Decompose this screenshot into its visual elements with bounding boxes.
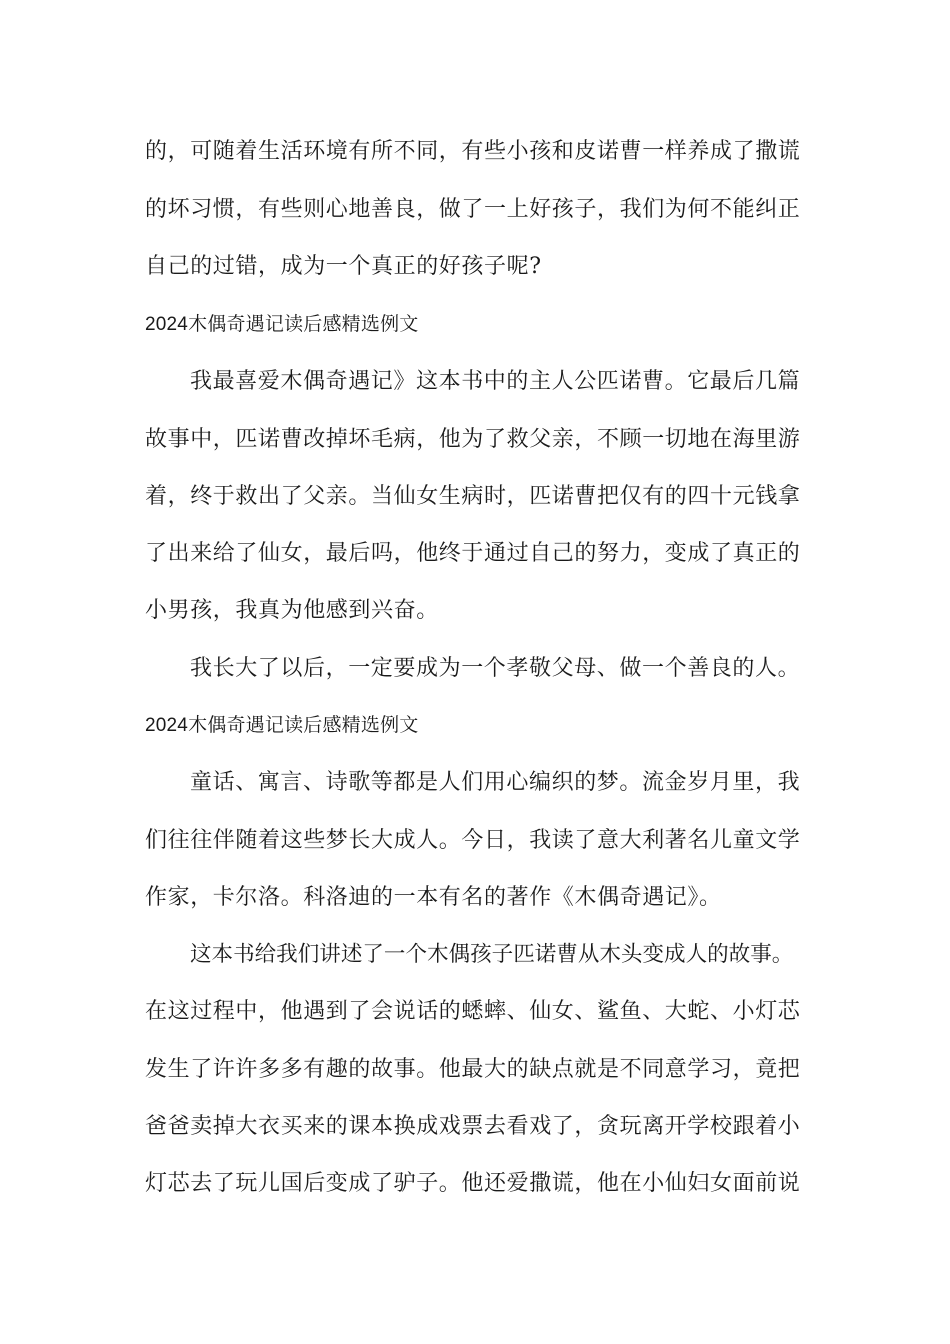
paragraph-line: 我最喜爱木偶奇遇记》这本书中的主人公匹诺曹。它最后几篇 (190, 369, 801, 394)
paragraph-line: 的，可随着生活环境有所不同，有些小孩和皮诺曹一样养成了撒谎 (145, 139, 801, 164)
paragraph-line: 爸爸卖掉大衣买来的课本换成戏票去看戏了，贪玩离开学校跟着小 (145, 1114, 801, 1139)
section-heading: 2024木偶奇遇记读后感精选例文 (145, 314, 419, 335)
paragraph-line: 这本书给我们讲述了一个木偶孩子匹诺曹从木头变成人的故事。 (190, 942, 794, 967)
paragraph-line: 灯芯去了玩儿国后变成了驴子。他还爱撒谎，他在小仙妇女面前说 (145, 1171, 801, 1196)
paragraph-line: 们往往伴随着这些梦长大成人。今日，我读了意大利著名儿童文学 (145, 828, 801, 853)
paragraph-line: 的坏习惯，有些则心地善良，做了一上好孩子，我们为何不能纠正 (145, 197, 801, 222)
paragraph-line: 我长大了以后，一定要成为一个孝敬父母、做一个善良的人。 (190, 656, 801, 681)
paragraph-line: 着，终于救出了父亲。当仙女生病时，匹诺曹把仅有的四十元钱拿 (145, 484, 801, 509)
paragraph-line: 在这过程中，他遇到了会说话的蟋蟀、仙女、鲨鱼、大蛇、小灯芯 (145, 999, 801, 1024)
paragraph-line: 自己的过错，成为一个真正的好孩子呢? (145, 254, 542, 279)
paragraph-line: 作家，卡尔洛。科洛迪的一本有名的著作《木偶奇遇记》。 (145, 885, 722, 910)
paragraph-line: 发生了许许多多有趣的故事。他最大的缺点就是不同意学习，竟把 (145, 1057, 801, 1082)
paragraph-line: 故事中，匹诺曹改掉坏毛病，他为了救父亲，不顾一切地在海里游 (145, 427, 801, 452)
paragraph-line: 了出来给了仙女，最后吗，他终于通过自己的努力，变成了真正的 (145, 541, 801, 566)
section-heading: 2024木偶奇遇记读后感精选例文 (145, 715, 419, 736)
paragraph-line: 童话、寓言、诗歌等都是人们用心编织的梦。流金岁月里，我 (190, 770, 801, 795)
paragraph-line: 小男孩，我真为他感到兴奋。 (145, 598, 439, 623)
